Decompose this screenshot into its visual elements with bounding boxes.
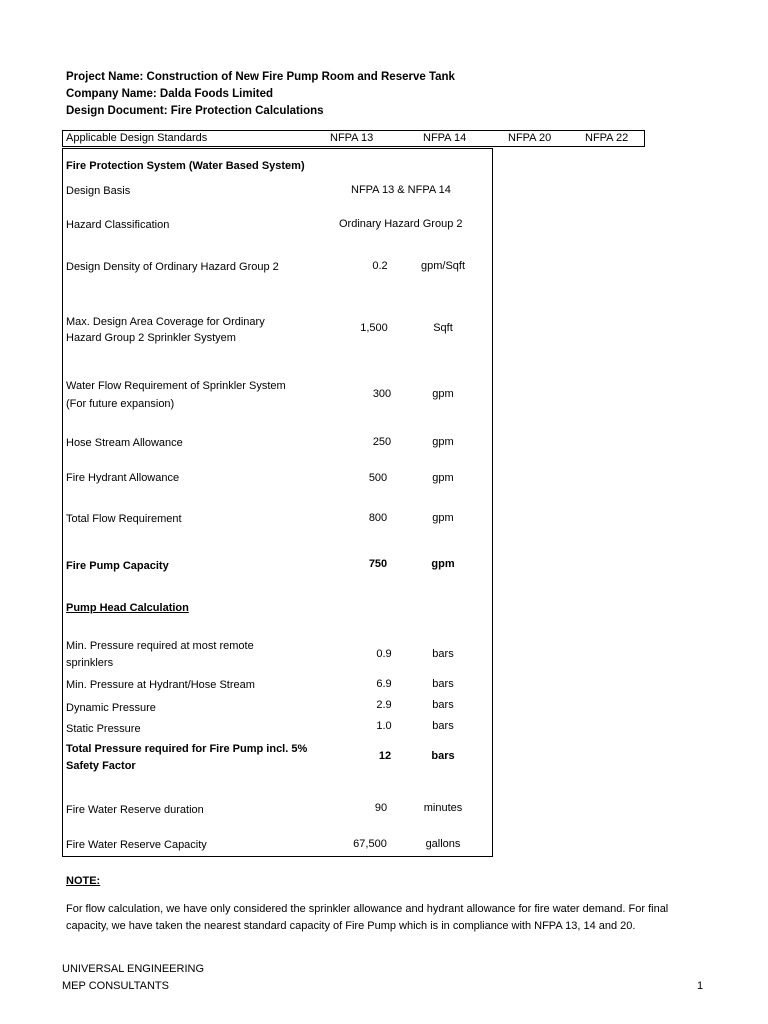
design-basis-label: Design Basis bbox=[66, 185, 131, 197]
hydrant-label: Fire Hydrant Allowance bbox=[66, 472, 180, 484]
total-pressure-value: 12 bbox=[378, 750, 392, 762]
density-label: Design Density of Ordinary Hazard Group 2 bbox=[66, 261, 279, 273]
footer-company-line2: MEP CONSULTANTS bbox=[62, 980, 169, 992]
page-number: 1 bbox=[697, 980, 704, 992]
reserve-duration-value: 90 bbox=[374, 802, 388, 814]
standards-label: Applicable Design Standards bbox=[66, 132, 208, 144]
min-remote-label-line2: sprinklers bbox=[66, 657, 114, 669]
section-title: Fire Protection System (Water Based System) bbox=[66, 160, 305, 172]
min-remote-value: 0.9 bbox=[376, 648, 392, 660]
pump-head-title: Pump Head Calculation bbox=[66, 602, 189, 614]
min-hydrant-value: 6.9 bbox=[376, 678, 392, 690]
static-pressure-value: 1.0 bbox=[376, 720, 392, 732]
dynamic-pressure-label: Dynamic Pressure bbox=[66, 702, 156, 714]
pump-capacity-value: 750 bbox=[368, 558, 388, 570]
reserve-capacity-label: Fire Water Reserve Capacity bbox=[66, 839, 207, 851]
min-hydrant-unit: bars bbox=[432, 678, 454, 690]
note-line1: For flow calculation, we have only considered the sprinkler allowance and hydrant allowance for fire water demand. For final bbox=[66, 903, 669, 915]
standard-nfpa-22: NFPA 22 bbox=[585, 132, 629, 144]
density-unit: gpm/Sqft bbox=[420, 260, 466, 272]
area-value: 1,500 bbox=[360, 322, 388, 334]
water-flow-value: 300 bbox=[372, 388, 392, 400]
standard-nfpa-13: NFPA 13 bbox=[330, 132, 374, 144]
hose-label: Hose Stream Allowance bbox=[66, 437, 183, 449]
total-pressure-label-line2: Safety Factor bbox=[66, 760, 136, 772]
min-remote-unit: bars bbox=[432, 648, 454, 660]
hose-value: 250 bbox=[372, 436, 392, 448]
pump-capacity-label: Fire Pump Capacity bbox=[66, 560, 169, 572]
dynamic-pressure-value: 2.9 bbox=[376, 699, 392, 711]
total-flow-value: 800 bbox=[368, 512, 388, 524]
standard-nfpa-14: NFPA 14 bbox=[423, 132, 467, 144]
design-basis-value: NFPA 13 & NFPA 14 bbox=[351, 184, 451, 196]
total-flow-label: Total Flow Requirement bbox=[66, 513, 182, 525]
static-pressure-unit: bars bbox=[432, 720, 454, 732]
area-unit: Sqft bbox=[433, 322, 453, 334]
density-value: 0.2 bbox=[372, 260, 388, 272]
company-name: Company Name: Dalda Foods Limited bbox=[66, 88, 274, 100]
hazard-value: Ordinary Hazard Group 2 bbox=[339, 218, 463, 230]
area-label-line1: Max. Design Area Coverage for Ordinary bbox=[66, 316, 265, 328]
hazard-label: Hazard Classification bbox=[66, 219, 170, 231]
footer-company-line1: UNIVERSAL ENGINEERING bbox=[62, 963, 205, 975]
note-title: NOTE: bbox=[66, 875, 101, 887]
standard-nfpa-20: NFPA 20 bbox=[508, 132, 552, 144]
min-hydrant-label: Min. Pressure at Hydrant/Hose Stream bbox=[66, 679, 255, 691]
water-flow-label-line2: (For future expansion) bbox=[66, 398, 175, 410]
water-flow-unit: gpm bbox=[432, 388, 454, 400]
note-line2: capacity, we have taken the nearest standard capacity of Fire Pump which is in compliance with NFPA 13, 14 and 20. bbox=[66, 920, 636, 932]
project-name: Project Name: Construction of New Fire Pump Room and Reserve Tank bbox=[66, 71, 455, 83]
total-pressure-label-line1: Total Pressure required for Fire Pump incl. 5% bbox=[66, 743, 308, 755]
hydrant-unit: gpm bbox=[432, 472, 454, 484]
min-remote-label-line1: Min. Pressure required at most remote bbox=[66, 640, 254, 652]
area-label-line2: Hazard Group 2 Sprinkler Systyem bbox=[66, 332, 236, 344]
static-pressure-label: Static Pressure bbox=[66, 723, 141, 735]
total-flow-unit: gpm bbox=[432, 512, 454, 524]
dynamic-pressure-unit: bars bbox=[432, 699, 454, 711]
water-flow-label-line1: Water Flow Requirement of Sprinkler System bbox=[66, 380, 286, 392]
reserve-duration-unit: minutes bbox=[423, 802, 463, 814]
total-pressure-unit: bars bbox=[431, 750, 455, 762]
hydrant-value: 500 bbox=[368, 472, 388, 484]
hose-unit: gpm bbox=[432, 436, 454, 448]
design-document: Design Document: Fire Protection Calculations bbox=[66, 105, 324, 117]
reserve-capacity-unit: gallons bbox=[425, 838, 461, 850]
pump-capacity-unit: gpm bbox=[431, 558, 455, 570]
reserve-duration-label: Fire Water Reserve duration bbox=[66, 804, 204, 816]
reserve-capacity-value: 67,500 bbox=[353, 838, 387, 850]
